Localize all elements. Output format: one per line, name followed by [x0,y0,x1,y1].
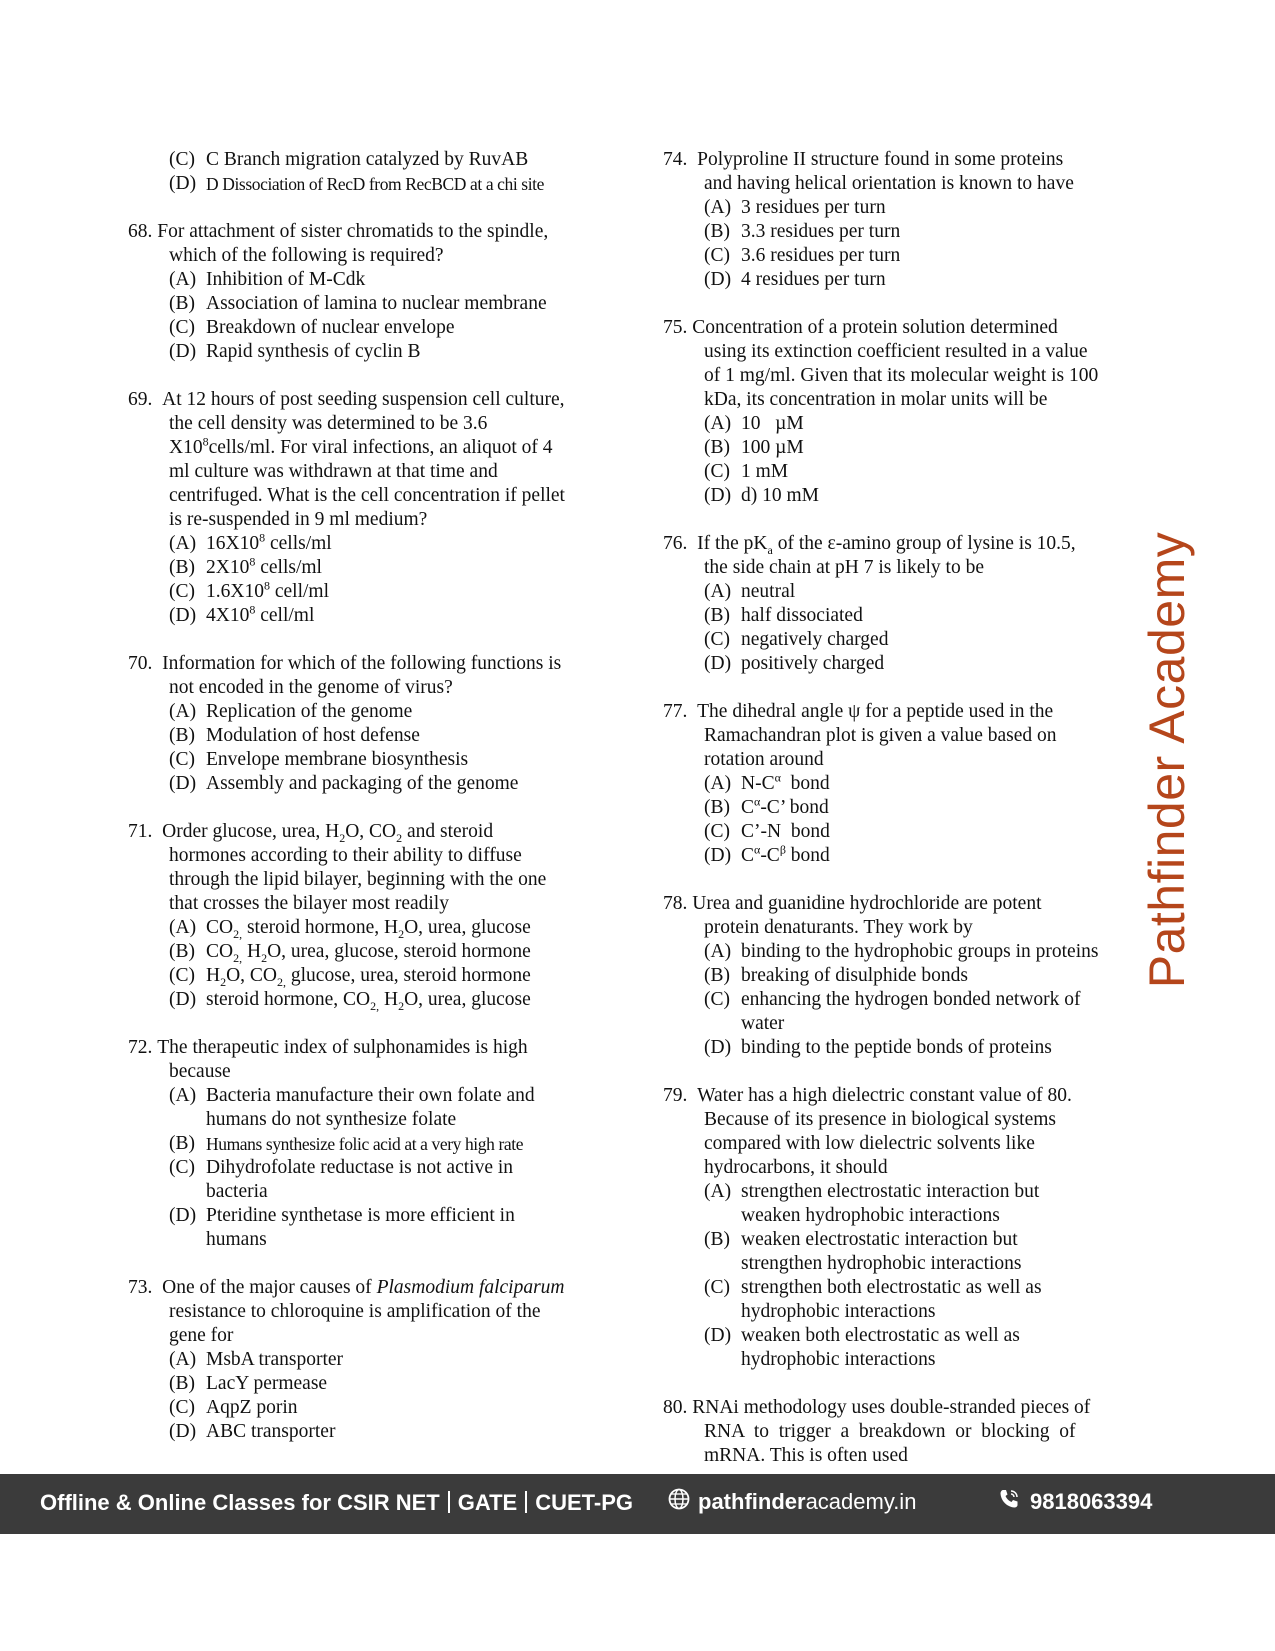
divider [448,1491,450,1513]
question-number: 80. [663,1397,693,1418]
question-number: 73. [128,1277,163,1298]
question-number: 79. [663,1085,698,1106]
question-number: 75. [663,317,693,338]
option: (A) $16X10^8$ cells/ml [169,530,332,554]
option: (B) 100 µM [704,437,804,458]
option: (B) Humans synthesize folic acid at a very high rate [169,1133,524,1154]
option: (B) Modulation of host defense [169,725,420,746]
option: (D) 4 residues per turn [704,269,886,290]
option: (A) MsbA transporter [169,1349,344,1370]
question-70: 70. Information for which of the following functions is not encoded in the genome of virus? (A) Replication of the genome (B) Modulation of host defense (C) Envelope membrane biosynthesis (D) Assembly and packaging of the genome [128,652,608,796]
option: (B) LacY permease [169,1373,328,1394]
option: (C) Breakdown of nuclear envelope [169,317,455,338]
question-67-continuation [128,148,608,196]
option: (B) Association of lamina to nuclear membrane [169,293,547,314]
option: (D) $C^\alpha-C^\beta$ bond [704,842,830,866]
option: (C) enhancing the hydrogen bonded network of water [704,989,1081,1034]
option: (B) $CO_{2,}$ $H_2O$, urea, glucose, steroid hormone [169,941,531,965]
question-75: 75. Concentration of a protein solution determined using its extinction coefficient resulted in a value of 1 mg/ml. Given that its molecular weight is 100 kDa, its concentration in molar units will be (A) 10 µM (B) 100 µM (C) 1 mM (D) d) 10 mM [663,316,1133,508]
option: (A) neutral [704,581,796,602]
question-71: 71. Order glucose, urea, $H_2O$, $CO_2$ and steroid hormones according to their ability to diffuse through the lipid bilayer, beginning with the one that crosses the bilayer most readily (A) $CO_{2,}$ steroid hormone, $H_2O$, urea, glucose (B) $CO_{2,}$ $H_2O$, urea, glucose, steroid hormone (C) $H_2O$, $CO_{2,}$ glucose, urea, steroid hormone (D) steroid hormone, $CO_{2,}$ $H_2O$, urea, glucose [128,820,608,1012]
option: (D) D Dissociation of RecD from RecBCD at a chi site [169,173,545,194]
question-68: 68. For attachment of sister chromatids to the spindle, which of the following is required? (A) Inhibition of M-Cdk (B) Association of lamina to nuclear membrane (C) Breakdown of nuclear envelope (D) Rapid synthesis of cyclin B [128,220,608,364]
option: (C) Envelope membrane biosynthesis [169,749,469,770]
footer-phone[interactable]: 9818063394 [998,1488,1152,1516]
divider [525,1491,527,1513]
option: (D) Assembly and packaging of the genome [169,773,519,794]
option: (C) strengthen both electrostatic as well as hydrophobic interactions [704,1277,1042,1322]
option: (D) d) 10 mM [704,485,819,506]
question-number: 78. [663,893,693,914]
left-column [128,148,608,1468]
question-79: 79. Water has a high dielectric constant value of 80. Because of its presence in biological systems compared with low dielectric solvents like hydrocarbons, it should (A) strengthen electrostatic interaction but weaken hydrophobic interactions (B) weaken electrostatic interaction but strengthen hydrophobic interactions (C) strengthen both electrostatic as well as hydrophobic interactions (D) weaken both electrostatic as well as hydrophobic interactions [663,1084,1133,1372]
option: (A) 10 µM [704,413,804,434]
option: (A) $CO_{2,}$ steroid hormone, $H_2O$, urea, glucose [169,917,531,941]
option: (D) ABC transporter [169,1421,336,1442]
question-number: 68. [128,221,158,242]
option: (D) Pteridine synthetase is more efficient in humans [169,1205,515,1250]
option: (D) Rapid synthesis of cyclin B [169,341,421,362]
question-77: 77. The dihedral angle ψ for a peptide used in the Ramachandran plot is given a value based on rotation around (A) $N-C^\alpha$ bond (B) $C^\alpha-C$’ bond (C) C’-N bond (D) $C^\alpha-C^\beta$ bond [663,700,1133,868]
question-number: 74. [663,149,698,170]
question-number: 77. [663,701,698,722]
option: (A) binding to the hydrophobic groups in proteins [704,941,1099,962]
question-80: 80. RNAi methodology uses double-stranded pieces of RNA to trigger a breakdown or blocking of mRNA. This is often used [663,1397,1091,1466]
option: (A) strengthen electrostatic interaction but weaken hydrophobic interactions [704,1181,1040,1226]
globe-icon [668,1488,690,1516]
option: (C) Dihydrofolate reductase is not active in bacteria [169,1157,514,1202]
question-number: 72. [128,1037,158,1058]
option: (B) half dissociated [704,605,863,626]
option: (B) 3.3 residues per turn [704,221,901,242]
option: (D) binding to the peptide bonds of proteins [704,1037,1052,1058]
option: (D) $4X10^8$ cell/ml [169,602,315,626]
option: (C) C’-N bond [704,821,830,842]
option: (D) weaken both electrostatic as well as hydrophobic interactions [704,1325,1020,1370]
footer-classes: Offline & Online Classes for CSIR NET GATE CUET-PG [40,1490,634,1515]
option: (B) $2X10^8$ cells/ml [169,554,322,578]
option: (D) steroid hormone, $CO_{2,}$ $H_2O$, urea, glucose [169,989,531,1013]
question-number: 70. [128,653,163,674]
option: (C) negatively charged [704,629,889,650]
question-73: 73. One of the major causes of Plasmodium falciparum resistance to chloroquine is amplification of the gene for (A) MsbA transporter (B) LacY permease (C) AqpZ porin (D) ABC transporter [128,1276,608,1444]
question-number: 71. [128,821,163,842]
question-72: 72. The therapeutic index of sulphonamides is high because (A) Bacteria manufacture their own folate and humans do not synthesize folate (B) Humans synthesize folic acid at a very high rate (C) Dihydrofolate reductase is not active in bacteria (D) Pteridine synthetase is more efficient in humans [128,1036,608,1252]
option: (D) positively charged [704,653,885,674]
question-number: 69. [128,389,163,410]
footer-bar [0,1474,1275,1534]
option: (B) weaken electrostatic interaction but strengthen hydrophobic interactions [704,1229,1022,1274]
question-74: 74. Polyproline II structure found in some proteins and having helical orientation is known to have (A) 3 residues per turn (B) 3.3 residues per turn (C) 3.6 residues per turn (D) 4 residues per turn [663,148,1133,292]
option: (C) AqpZ porin [169,1397,298,1418]
right-column [663,148,1133,1492]
question-number: 76. [663,533,698,554]
option: (C) C Branch migration catalyzed by RuvAB [169,149,529,170]
option: (A) Replication of the genome [169,701,413,722]
option: (A) 3 residues per turn [704,197,886,218]
option: (A) $N-C^\alpha$ bond [704,770,830,794]
option: (C) $H_2O$, $CO_{2,}$ glucose, urea, steroid hormone [169,965,531,989]
option: (A) Inhibition of M-Cdk [169,269,366,290]
brand-watermark: Pathfinder Academy [1139,531,1195,989]
question-76: 76. If the $pK_a$ of the ε-amino group of lysine is 10.5, the side chain at pH 7 is likely to be (A) neutral (B) half dissociated (C) negatively charged (D) positively charged [663,532,1133,676]
option: (B) breaking of disulphide bonds [704,965,968,986]
option: (B) $C^\alpha-C$’ bond [704,794,829,818]
footer-website[interactable]: pathfinderacademy.in [668,1488,916,1516]
question-78: 78. Urea and guanidine hydrochloride are potent protein denaturants. They work by (A) binding to the hydrophobic groups in proteins (B) breaking of disulphide bonds (C) enhancing the hydrogen bonded network of water (D) binding to the peptide bonds of proteins [663,892,1133,1060]
question-69: 69. At 12 hours of post seeding suspension cell culture, the cell density was determined to be 3.6 $X10^8cells/ml$. For viral infections, an aliquot of 4 ml culture was withdrawn at that time and centrifuged. What is the cell concentration if pellet is re-suspended in 9 ml medium? (A) $16X10^8$ cells/ml (B) $2X10^8$ cells/ml (C) $1.6X10^8$ cell/ml (D) $4X10^8$ cell/ml [128,388,608,628]
phone-icon [998,1488,1020,1516]
option: (C) 3.6 residues per turn [704,245,901,266]
option: (C) $1.6X10^8$ cell/ml [169,578,329,602]
option: (C) 1 mM [704,461,789,482]
option: (A) Bacteria manufacture their own folate and humans do not synthesize folate [169,1085,535,1130]
side-brand [1127,531,1207,989]
